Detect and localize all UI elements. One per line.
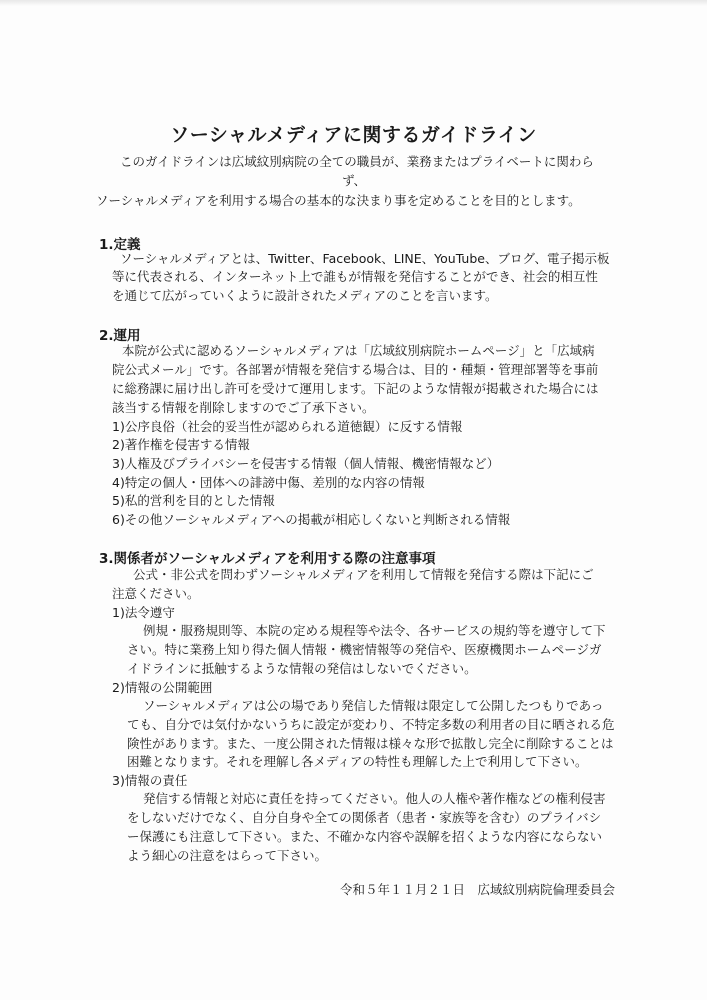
sub1-line: イドラインに抵触するような情報の発信はしないでください。 [127,661,477,676]
section1-line: 等に代表される、インターネット上で誰もが情報を発信することができ、社会的相互性 [112,269,598,284]
scan-edge [0,0,707,6]
intro-line: このガイドラインは広域紋別病院の全ての職員が、業務またはプライベートに関わら [120,154,594,169]
section2-list-item: 5)私的営利を目的とした情報 [112,493,275,508]
subsection-heading-responsibility: 3)情報の責任 [112,773,188,788]
section-heading-operation: 2.運用 [99,328,141,344]
section2-line: 院公式メール」です。各部署が情報を発信する場合は、目的・種類・管理部署等を事前 [112,362,599,377]
section2-line: に総務課に届け出し許可を受けて運用します。下記のような情報が掲載された場合には [112,381,599,396]
document-title: ソーシャルメディアに関するガイドライン [170,124,537,146]
sub3-line: ー保護にも注意して下さい。また、不確かな内容や誤解を招くような内容にならない [127,829,603,844]
sub1-line: さい。特に業務上知り得た個人情報・機密情報等の発信や、医療機関ホームページガ [127,642,602,657]
signature-date-committee: 令和５年１１月２１日 広域紋別病院倫理委員会 [339,882,615,897]
section2-list-item: 6)その他ソーシャルメディアへの掲載が相応しくないと判断される情報 [112,512,511,527]
subsection-heading-compliance: 1)法令遵守 [112,605,175,620]
sub2-line: 険性があります。また、一度公開された情報は様々な形で拡散し完全に削除することは [127,736,614,751]
sub3-line: をしないだけでなく、自分自身や全ての関係者（患者・家族等を含む）のプライバシ [127,810,602,825]
section2-list-item: 2)著作権を侵害する情報 [112,437,250,452]
sub2-line: ても、自分では気付かないうちに設定が変わり、不特定多数の利用者の目に晒される危 [127,717,615,732]
subsection-heading-disclosure: 2)情報の公開範囲 [112,680,213,695]
sub2-line: 困難となります。それを理解し各メディアの特性も理解した上で利用して下さい。 [127,754,588,769]
section2-line: 本院が公式に認めるソーシャルメディアは「広域紋別病院ホームページ」と「広域病 [122,343,595,358]
sub1-line: 例規・服務規則等、本院の定める規程等や法令、各サービスの規約等を遵守して下 [143,623,606,638]
section-heading-definition: 1.定義 [99,237,141,253]
sub3-line: よう細心の注意をはらって下さい。 [127,848,328,863]
section1-line: を通じて広がっていくように設計されたメディアのことを言います。 [112,288,498,303]
intro-line: ず、 [342,173,367,188]
section2-list-item: 4)特定の個人・団体への誹謗中傷、差別的な内容の情報 [112,475,425,490]
sub3-line: 発信する情報と対応に責任を持ってください。他人の人権や著作権などの権利侵害 [143,791,606,806]
section-heading-precautions: 3.関係者がソーシャルメディアを利用する際の注意事項 [99,551,436,567]
intro-line: ソーシャルメディアを利用する場合の基本的な決まり事を定めることを目的とします。 [96,193,581,208]
section2-list-item: 3)人権及びプライバシーを侵害する情報（個人情報、機密情報など） [112,456,500,471]
section3-line: 注意ください。 [112,586,200,601]
section2-line: 該当する情報を削除しますのでご了承下さい。 [112,400,375,415]
section2-list-item: 1)公序良俗（社会的妥当性が認められる道徳観）に反する情報 [112,419,463,434]
section3-line: 公式・非公式を問わずソーシャルメディアを利用して情報を発信する際は下記にご [133,567,594,582]
section1-line: ソーシャルメディアとは、Twitter、Facebook、LINE、YouTube、ブログ、電子掲示板 [120,251,610,266]
sub2-line: ソーシャルメディアは公の場であり発信した情報は限定して公開したつもりであっ [143,698,604,713]
